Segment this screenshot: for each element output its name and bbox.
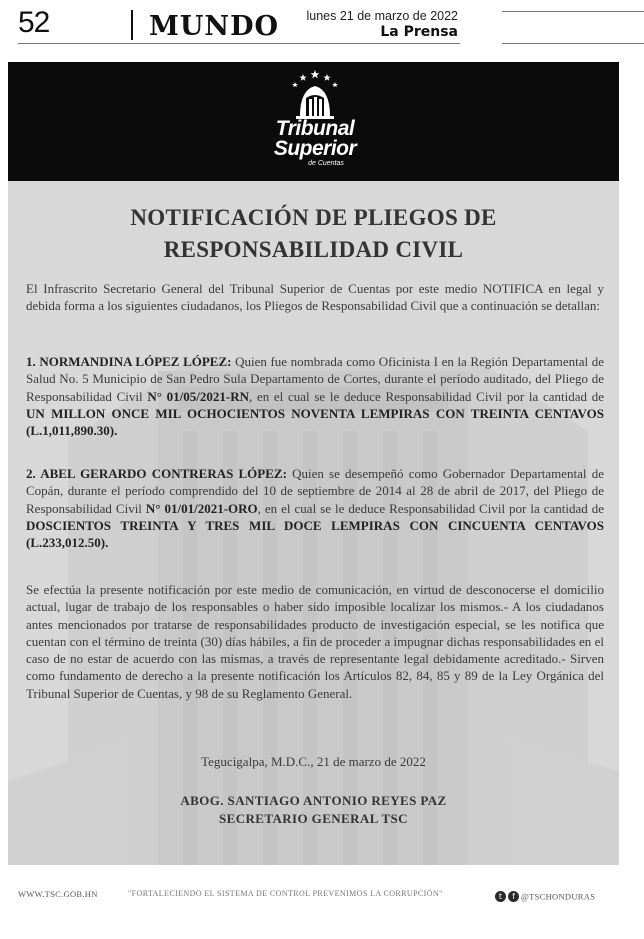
header-rule <box>18 43 460 44</box>
item-2-amount: DOSCIENTOS TREINTA Y TRES MIL DOCE LEMPIRAS CON CINCUENTA CENTAVOS (L.233,012.50). <box>26 517 604 551</box>
social-links <box>495 887 595 901</box>
liability-item-2 <box>26 465 604 551</box>
item-1-text-b: , en el cual se le deduce Responsabilidad Civil por la cantidad de <box>248 388 604 404</box>
intro-paragraph: El Infrascrito Secretario General del Tribunal Superior de Cuentas por este medio NOTIFICA en legal y debida forma a los siguientes ciudadanos, los Pliegos de Responsabilidad Civil que a continuación se detallan: <box>26 281 604 314</box>
logo-line-3: de Cuentas <box>308 160 344 167</box>
item-2-case-number: N° 01/01/2021-ORO <box>145 500 258 516</box>
header-rule-right-bottom <box>502 43 644 44</box>
closing-paragraph: Se efectúa la presente notificación por este medio de comunicación, en virtud de desconocerse el domicilio actual, lugar de trabajo de los responsables o haber sido imposible localizar los mismos.- A los ciudadanos antes mencionados por tratarse de responsabilidades producto de investigación especial, se les notifica que cuentan con el término de treinta (30) días hábiles, a fin de proceder a impugnar dichas responsabilidades en el caso de no estar de acuerdo con las mismas, a través de representante legal debidamente acreditado.- Sirven como fundamento de derecho a la presente notificación los Artículos 82, 84, 85 y 89 de la Ley Orgánica del Tribunal Superior de Cuentas, y 98 de su Reglamento General. <box>26 582 604 701</box>
website-link[interactable]: WWW.TSC.GOB.HN <box>18 889 98 899</box>
building-emblem-icon <box>260 68 370 122</box>
signer-name: ABOG. SANTIAGO ANTONIO REYES PAZ <box>180 793 447 808</box>
tsc-logo <box>260 68 370 176</box>
issue-date: lunes 21 de marzo de 2022 <box>306 9 458 23</box>
signer-title: SECRETARIO GENERAL TSC <box>219 811 408 826</box>
notice-title-line-1: NOTIFICACIÓN DE PLIEGOS DE <box>130 205 497 230</box>
notice-title <box>8 202 619 266</box>
liability-item-1 <box>26 353 604 439</box>
item-1-amount: UN MILLON ONCE MIL OCHOCIENTOS NOVENTA LEMPIRAS CON TREINTA CENTAVOS (L.1,011,890.30). <box>26 405 604 439</box>
twitter-icon[interactable]: t <box>495 891 506 902</box>
notice-footer <box>18 887 618 903</box>
social-handle[interactable]: @TSCHONDURAS <box>521 891 596 902</box>
header-rule-right-top <box>502 11 644 12</box>
facebook-icon[interactable]: f <box>508 891 519 902</box>
notice-banner <box>8 62 619 181</box>
legal-notice <box>8 62 619 865</box>
item-1-case-number: N° 01/05/2021-RN <box>147 388 249 404</box>
page-number: 52 <box>18 6 50 39</box>
notice-title-line-2: RESPONSABILIDAD CIVIL <box>163 237 464 262</box>
place-and-date: Tegucigalpa, M.D.C., 21 de marzo de 2022 <box>201 754 426 769</box>
header-divider <box>131 10 133 40</box>
item-1-name: 1. NORMANDINA LÓPEZ LÓPEZ: <box>26 354 232 369</box>
logo-line-1: Tribunal <box>275 117 355 140</box>
logo-line-2: Superior <box>273 137 357 160</box>
section-title: MUNDO <box>149 11 280 42</box>
item-2-text-a: Quien se desempeñó como Gobernador Departamental de Copán, durante el período comprendido del 10 de septiembre de 2014 al 28 de abril de 2017, del Pliego de Responsabilidad Civil <box>26 466 604 516</box>
slogan: "FORTALECIENDO EL SISTEMA DE CONTROL PREVENIMOS LA CORRUPCIÓN" <box>128 889 443 898</box>
item-2-name: 2. ABEL GERARDO CONTRERAS LÓPEZ: <box>26 466 287 481</box>
newspaper-name: La Prensa <box>380 24 458 40</box>
item-2-text-b: , en el cual se le deduce Responsabilidad Civil por la cantidad de <box>257 500 605 516</box>
item-1-text-a: Quien fue nombrada como Oficinista I en la Región Departamental de Salud No. 5 Municipio de San Pedro Sula Departamento de Cortes, durante el período auditado, del Pliego de Responsabilidad Civil <box>26 354 604 404</box>
